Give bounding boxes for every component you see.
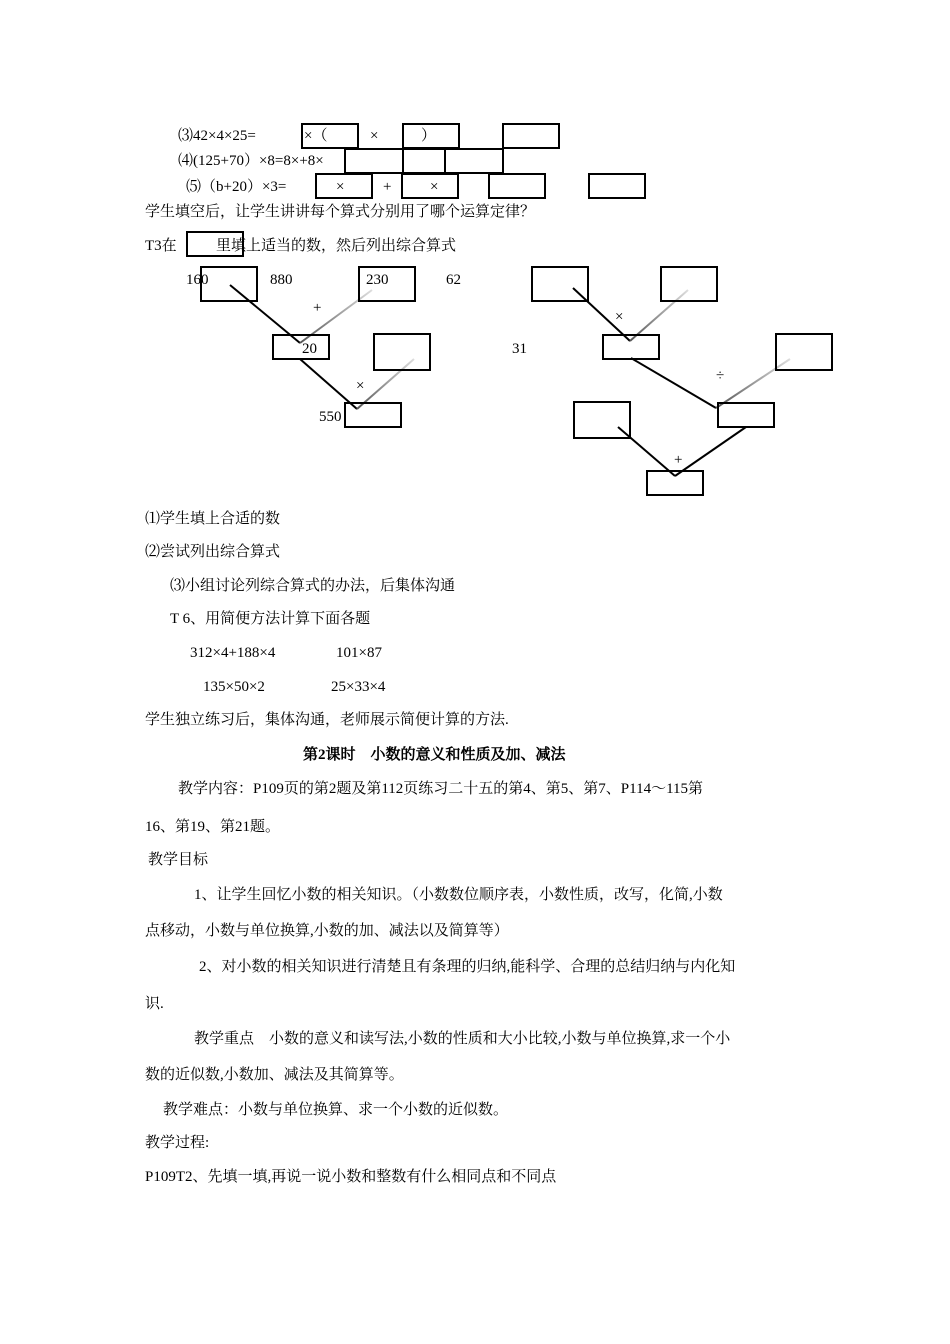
times-operator: × <box>615 309 624 325</box>
plus-operator: + <box>674 452 683 468</box>
p109-line: P109T2、先填一填,再说一说小数和整数有什么相同点和不同点 <box>145 1169 557 1185</box>
diagram-box[interactable] <box>531 266 589 302</box>
content-line: 教学内容：P109页的第2题及第112页练习二十五的第4、第5、第7、P114～115第 <box>178 781 704 797</box>
calc-item: 25×33×4 <box>331 679 386 695</box>
expr-row-3: ⑶42×4×25= <box>178 128 256 144</box>
expr-row-4: ⑷(125+70）×8=8×+8× <box>178 153 324 169</box>
diagram-number: 31 <box>512 341 527 357</box>
key-points-line: 教学重点 小数的意义和读写法,小数的性质和大小比较,小数与单位换算,求一个小 <box>194 1031 731 1047</box>
diagram-box[interactable] <box>344 402 402 428</box>
t3-instruction: 里填上适当的数，然后列出综合算式 <box>216 238 457 254</box>
difficulty-line: 教学难点：小数与单位换算、求一个小数的近似数。 <box>163 1102 509 1118</box>
diagram-box[interactable] <box>646 470 704 496</box>
summary-text: 学生独立练习后，集体沟通，老师展示简便计算的方法. <box>145 712 509 728</box>
diagram-box[interactable] <box>373 333 431 371</box>
calc-item: 135×50×2 <box>203 679 265 695</box>
diagram-number: 880 <box>270 272 293 288</box>
plus-operator: + <box>313 300 322 316</box>
diagram-number: 20 <box>302 341 317 357</box>
step-1: ⑴学生填上合适的数 <box>145 511 281 527</box>
goal-line: 2、对小数的相关知识进行清楚且有条理的归纳,能科学、合理的总结归纳与内化知 <box>199 959 736 975</box>
diagram-number: 230 <box>366 272 389 288</box>
expr-symbol: × <box>430 179 439 195</box>
diagram-number: 160 <box>186 272 209 288</box>
goals-title: 教学目标 <box>148 852 209 868</box>
diagram-box[interactable] <box>200 266 258 302</box>
expr-symbol: ） <box>421 128 437 144</box>
goal-line: 识. <box>145 996 164 1012</box>
t6-heading: T 6、用简便方法计算下面各题 <box>170 611 371 627</box>
step-3: ⑶小组讨论列综合算式的办法，后集体沟通 <box>170 578 456 594</box>
expr-symbol: ×（ <box>304 128 328 144</box>
diagram-box[interactable] <box>775 333 833 371</box>
diagram-box[interactable] <box>660 266 718 302</box>
times-operator: × <box>356 378 365 394</box>
tree-diagram-lines <box>0 0 950 520</box>
divide-operator: ÷ <box>716 368 725 384</box>
goal-line: 1、让学生回忆小数的相关知识。（小数数位顺序表，小数性质，改写，化简,小数 <box>194 887 723 903</box>
diagram-box[interactable] <box>573 401 631 439</box>
expr-symbol: × <box>336 179 345 195</box>
diagram-box[interactable] <box>272 334 330 360</box>
lesson-title: 第2课时 小数的意义和性质及加、减法 <box>303 747 566 763</box>
diagram-box[interactable] <box>602 334 660 360</box>
plus-sign: + <box>383 179 392 195</box>
t3-prefix: T3在 <box>145 238 177 254</box>
content-line: 16、第19、第21题。 <box>145 819 281 835</box>
calc-item: 312×4+188×4 <box>190 645 276 661</box>
expr-symbol: × <box>370 128 379 144</box>
diagram-number: 62 <box>446 272 461 288</box>
goal-line: 点移动，小数与单位换算,小数的加、减法以及简算等） <box>145 923 509 939</box>
process-heading: 教学过程: <box>145 1135 210 1151</box>
expr-row-5: ⑸（b+20）×3= <box>186 179 287 195</box>
step-2: ⑵尝试列出综合算式 <box>145 544 281 560</box>
question-text: 学生填空后，让学生讲讲每个算式分别用了哪个运算定律？ <box>145 204 536 220</box>
key-points-line: 数的近似数,小数加、减法及其简算等。 <box>145 1067 404 1083</box>
diagram-box[interactable] <box>717 402 775 428</box>
diagram-number: 550 <box>319 409 342 425</box>
calc-item: 101×87 <box>336 645 382 661</box>
